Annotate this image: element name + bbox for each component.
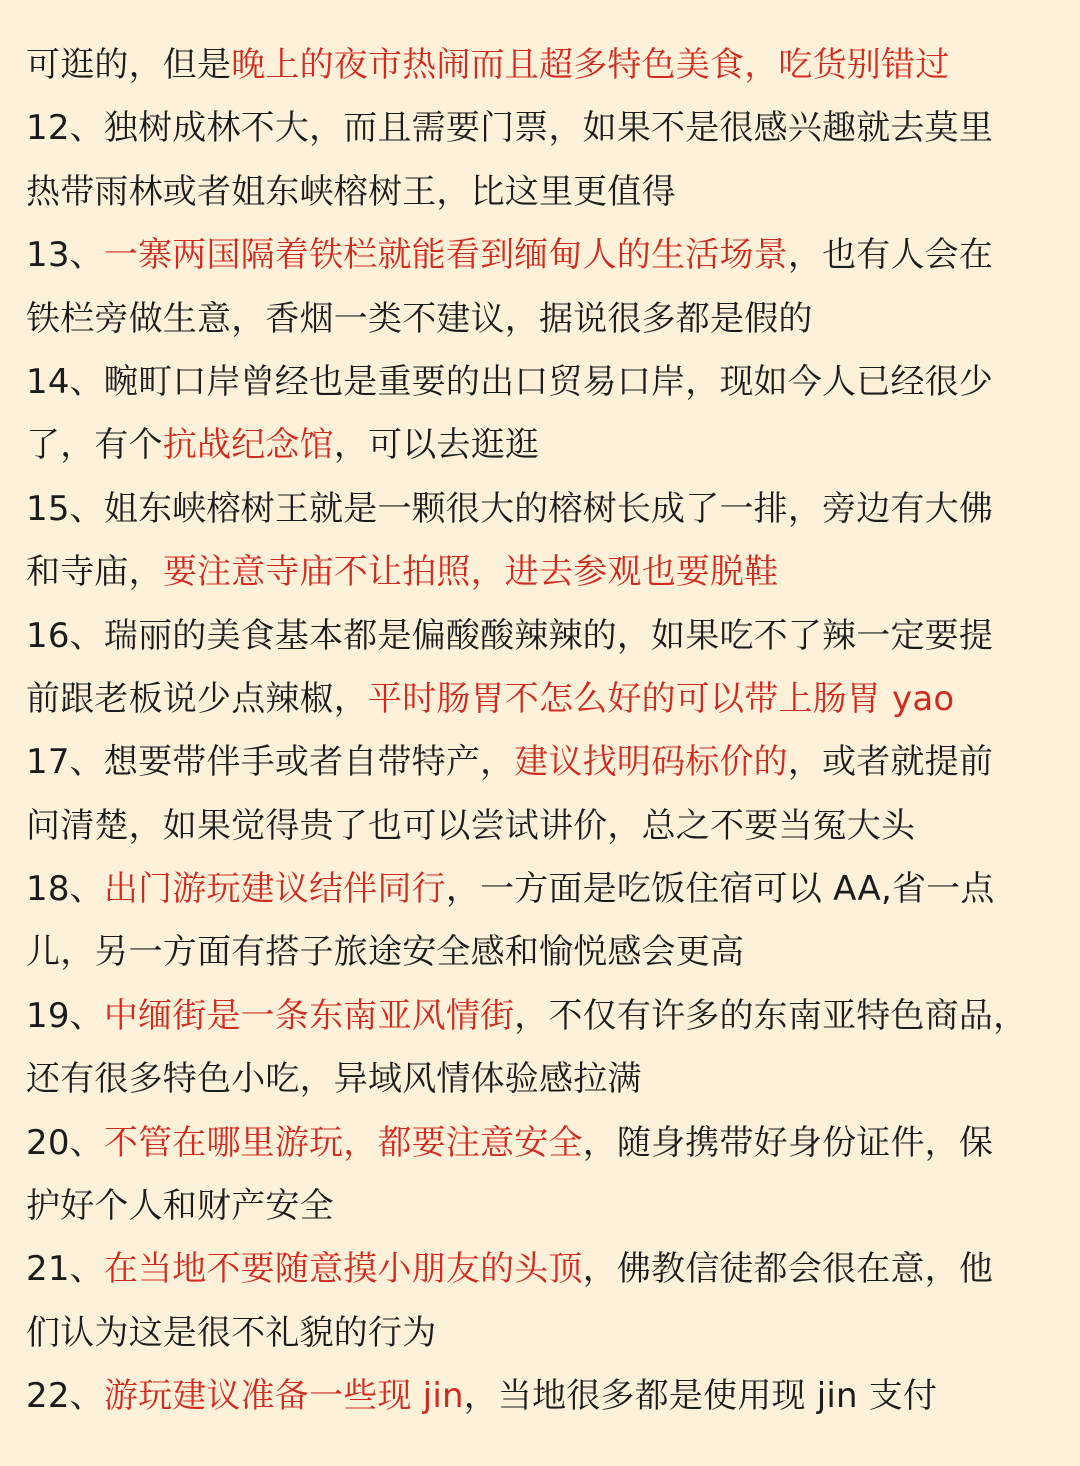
body-text: 和寺庙， bbox=[26, 552, 163, 593]
highlighted-text: 出门游玩建议结伴同行 bbox=[103, 869, 446, 910]
text-line bbox=[26, 97, 1058, 160]
highlighted-text: 建议找明码标价的 bbox=[514, 742, 788, 783]
body-text: ，一方面是吃饭住宿可以 AA,省一点 bbox=[445, 869, 995, 910]
highlighted-text: 游玩建议准备一些现 jin bbox=[103, 1376, 464, 1417]
text-line bbox=[26, 985, 1058, 1048]
body-text: 15、姐东峡榕树王就是一颗很大的榕树长成了一排，旁边有大佛 bbox=[26, 488, 994, 529]
highlighted-text: 不管在哪里游玩，都要注意安全 bbox=[103, 1122, 583, 1163]
text-line bbox=[26, 858, 1058, 921]
highlighted-text: 晚上的夜市热闹而且超多特色美食，吃货别错过 bbox=[231, 45, 950, 85]
highlighted-text: 在当地不要随意摸小朋友的头顶 bbox=[103, 1249, 583, 1290]
text-line bbox=[26, 1302, 1058, 1365]
body-text: 18、 bbox=[26, 869, 104, 910]
text-line bbox=[26, 1112, 1058, 1175]
body-text: ，佛教信徒都会很在意，他 bbox=[582, 1249, 994, 1290]
body-text: ，随身携带好身份证件，保 bbox=[582, 1122, 994, 1163]
body-text: 还有很多特色小吃，异域风情体验感拉满 bbox=[26, 1059, 642, 1100]
text-line bbox=[26, 478, 1058, 541]
text-line bbox=[26, 34, 1058, 97]
body-text: 前跟老板说少点辣椒， bbox=[26, 678, 368, 719]
body-text: ，也有人会在 bbox=[787, 235, 994, 276]
body-text: 护好个人和财产安全 bbox=[26, 1186, 334, 1227]
highlighted-text: 平时肠胃不怎么好的可以带上肠胃 yao bbox=[368, 678, 955, 719]
body-text: 16、瑞丽的美食基本都是偏酸酸辣辣的，如果吃不了辣一定要提 bbox=[26, 615, 994, 656]
text-line bbox=[26, 1238, 1058, 1301]
text-line bbox=[26, 731, 1058, 794]
text-line bbox=[26, 605, 1058, 668]
highlighted-text: 一寨两国隔着铁栏就能看到缅甸人的生活场景 bbox=[103, 235, 788, 276]
body-text: 了，有个 bbox=[26, 425, 163, 466]
body-text: ，或者就提前 bbox=[787, 742, 994, 783]
text-line bbox=[26, 1175, 1058, 1238]
body-text: ，当地很多都是使用现 jin 支付 bbox=[463, 1376, 938, 1417]
body-text: 可逛的，但是 bbox=[26, 45, 232, 85]
text-line bbox=[26, 161, 1058, 224]
body-text: 19、 bbox=[26, 995, 104, 1036]
text-line bbox=[26, 541, 1058, 604]
body-text: 22、 bbox=[26, 1376, 104, 1417]
body-text: ，可以去逛逛 bbox=[333, 425, 540, 466]
body-text: 问清楚，如果觉得贵了也可以尝试讲价，总之不要当冤大头 bbox=[26, 805, 916, 846]
body-text: 12、独树成林不大，而且需要门票，如果不是很感兴趣就去莫里 bbox=[26, 108, 994, 149]
tips-document bbox=[26, 34, 1058, 1429]
body-text: 13、 bbox=[26, 235, 104, 276]
body-text: 21、 bbox=[26, 1249, 104, 1290]
text-line bbox=[26, 288, 1058, 351]
body-text: 14、畹町口岸曾经也是重要的出口贸易口岸，现如今人已经很少 bbox=[26, 361, 994, 402]
body-text: 铁栏旁做生意，香烟一类不建议，据说很多都是假的 bbox=[26, 298, 813, 339]
highlighted-text: 要注意寺庙不让拍照，进去参观也要脱鞋 bbox=[162, 552, 779, 593]
text-line bbox=[26, 351, 1058, 414]
body-text: 热带雨林或者姐东峡榕树王，比这里更值得 bbox=[26, 171, 676, 212]
text-line bbox=[26, 668, 1058, 731]
body-text: 17、想要带伴手或者自带特产， bbox=[26, 742, 515, 783]
body-text: 20、 bbox=[26, 1122, 104, 1163]
highlighted-text: 抗战纪念馆 bbox=[162, 425, 334, 466]
text-line bbox=[26, 1048, 1058, 1111]
text-line bbox=[26, 795, 1058, 858]
text-line bbox=[26, 921, 1058, 984]
body-text: 们认为这是很不礼貌的行为 bbox=[26, 1312, 437, 1353]
highlighted-text: 中缅街是一条东南亚风情街 bbox=[103, 995, 515, 1036]
body-text: ，不仅有许多的东南亚特色商品， bbox=[514, 995, 1028, 1036]
text-line bbox=[26, 414, 1058, 477]
text-line bbox=[26, 1365, 1058, 1428]
text-line bbox=[26, 224, 1058, 287]
body-text: 儿，另一方面有搭子旅途安全感和愉悦感会更高 bbox=[26, 932, 745, 973]
